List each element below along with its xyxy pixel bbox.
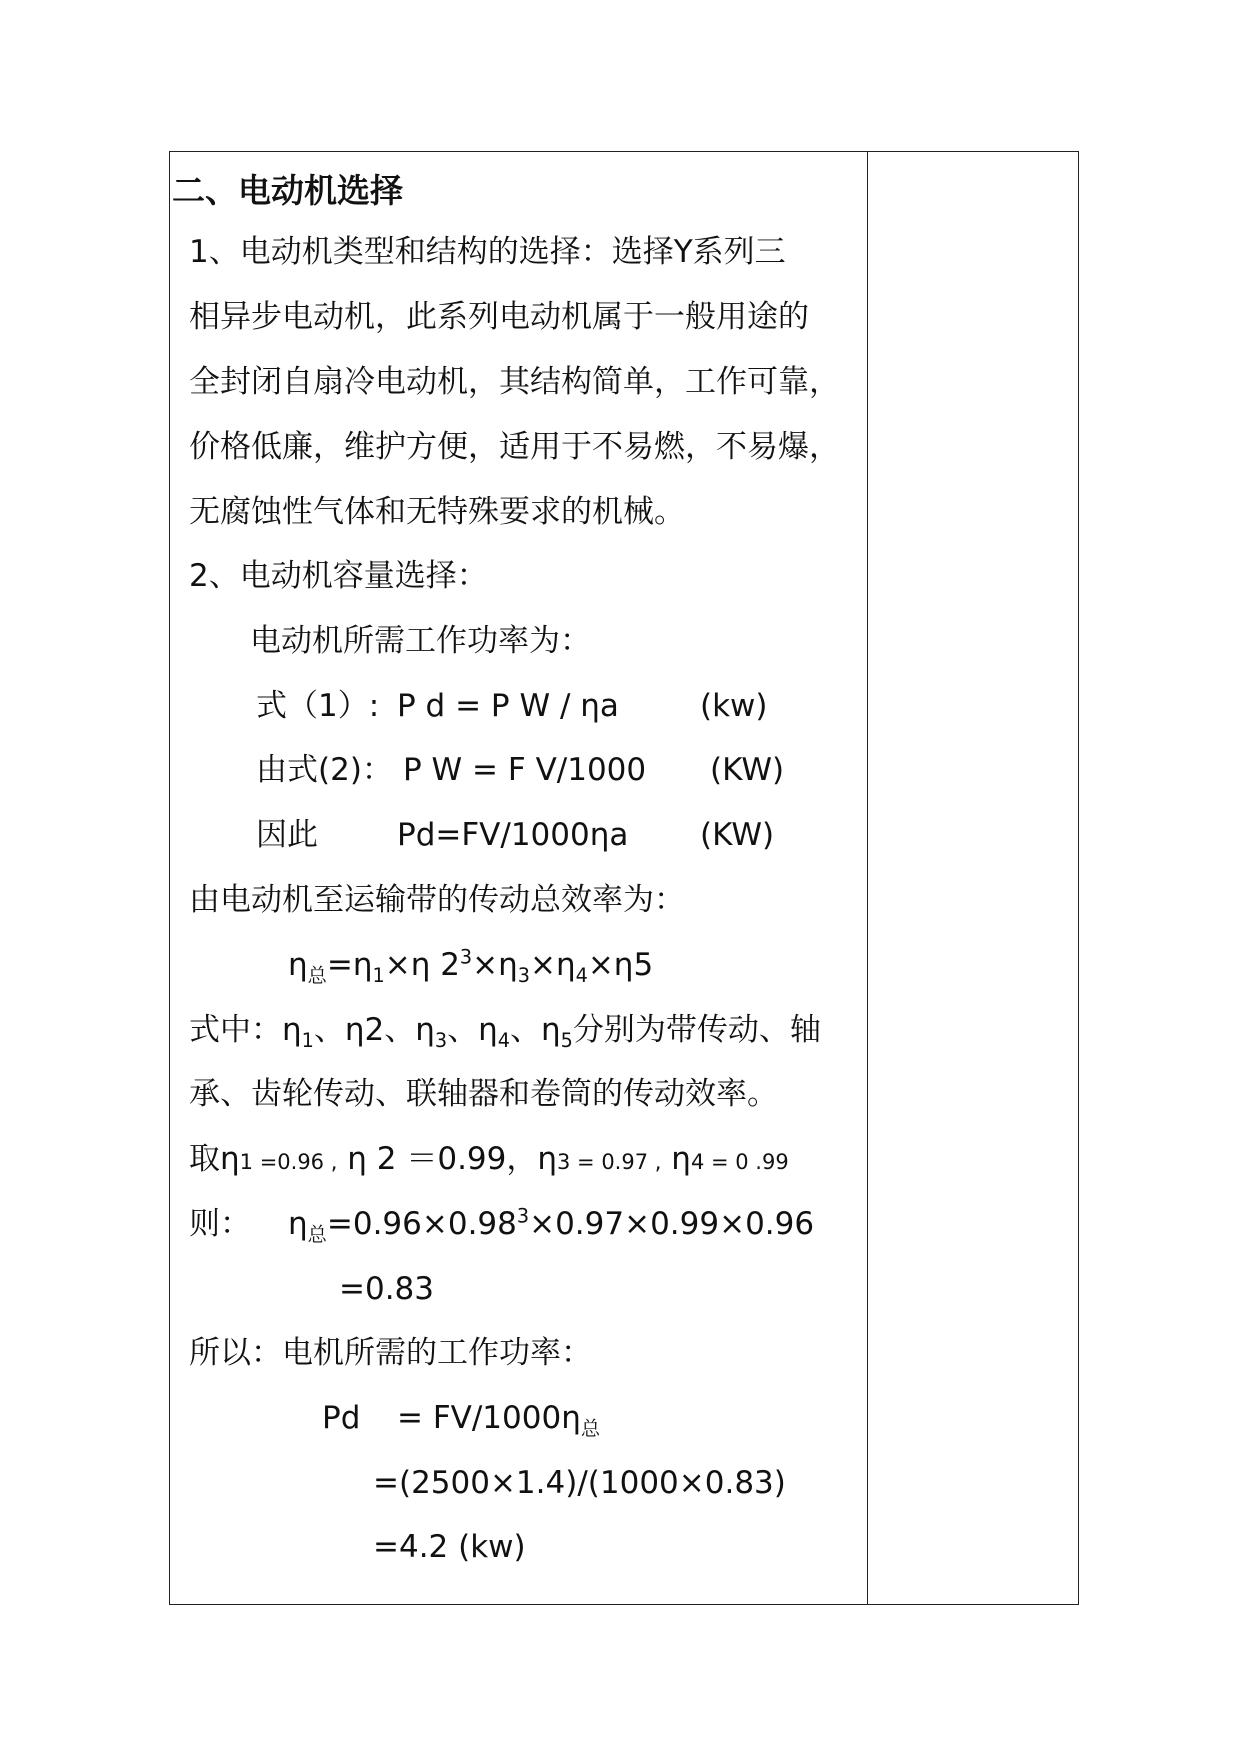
desc-text: 、η bbox=[510, 1012, 561, 1048]
efficiency-intro: 由电动机至运输带的传动总效率为： bbox=[189, 882, 685, 918]
then-text: η bbox=[288, 1206, 308, 1242]
pd-sub: 总 bbox=[580, 1417, 601, 1441]
para1-line-5: 无腐蚀性气体和无特殊要求的机械。 bbox=[189, 494, 685, 530]
eta-total-symbol: η bbox=[288, 947, 308, 983]
desc-sub: 4 bbox=[497, 1029, 510, 1053]
efficiency-desc-line-1 bbox=[189, 1010, 821, 1053]
formula-3-label: 因此 bbox=[256, 817, 318, 853]
formula-3-unit: (KW) bbox=[700, 817, 775, 853]
desc-text: 式中：η bbox=[189, 1012, 302, 1048]
notes-column bbox=[868, 152, 1078, 1604]
formula-part: ×η bbox=[472, 947, 518, 983]
formula-sup: 3 bbox=[459, 945, 473, 969]
take-value: 4 = 0 .99 bbox=[690, 1150, 789, 1174]
then-sub: 总 bbox=[307, 1223, 327, 1247]
pd-text: = FV/1000η bbox=[397, 1400, 581, 1436]
para1-line-2: 相异步电动机，此系列电动机属于一般用途的 bbox=[189, 299, 809, 335]
para1-line-3: 全封闭自扇冷电动机，其结构简单，工作可靠， bbox=[189, 364, 840, 400]
formula-part: ×η bbox=[529, 947, 576, 983]
then-label: 则： bbox=[189, 1206, 251, 1242]
power-intro: 电动机所需工作功率为： bbox=[250, 623, 591, 659]
formula-part: ×η 2 bbox=[384, 947, 460, 983]
formula-3-expr: Pd=FV/1000ηa bbox=[397, 817, 629, 853]
para1-line-1: 1、电动机类型和结构的选择：选择Y系列三 bbox=[189, 234, 786, 270]
para1-line-4: 价格低廉，维护方便，适用于不易燃，不易爆， bbox=[189, 429, 840, 465]
desc-text: 、η bbox=[447, 1012, 498, 1048]
eta-total-sub: 总 bbox=[307, 964, 327, 988]
formula-part: =η bbox=[326, 947, 373, 983]
result-intro: 所以：电机所需的工作功率： bbox=[189, 1335, 592, 1371]
efficiency-desc-line-2: 承、齿轮传动、联轴器和卷筒的传动效率。 bbox=[189, 1076, 778, 1112]
pd-step-2: =4.2 (kw) bbox=[373, 1529, 526, 1565]
take-text: η 2 ＝0.99，η bbox=[347, 1141, 558, 1177]
pd-label: Pd bbox=[322, 1400, 361, 1436]
take-value: 1 =0.96 , bbox=[239, 1150, 338, 1174]
formula-1-unit: (kw) bbox=[700, 688, 768, 724]
desc-text: 分别为带传动、轴 bbox=[572, 1012, 821, 1048]
desc-sub: 3 bbox=[434, 1029, 448, 1053]
formula-part: ×η5 bbox=[587, 947, 654, 983]
then-text: =0.96×0.98 bbox=[326, 1206, 517, 1242]
formula-2-label: 由式(2)： bbox=[256, 752, 393, 788]
desc-sub: 5 bbox=[560, 1029, 573, 1053]
formula-2-expr: P W = F V/1000 bbox=[403, 752, 647, 788]
take-text: 取η bbox=[189, 1141, 240, 1177]
efficiency-formula bbox=[288, 945, 654, 988]
desc-sub: 1 bbox=[301, 1029, 314, 1053]
desc-text: 、η2、η bbox=[313, 1012, 435, 1048]
section-title: 二、电动机选择 bbox=[172, 171, 403, 210]
para2-heading: 2、电动机容量选择： bbox=[189, 558, 488, 594]
formula-sub: 3 bbox=[517, 964, 530, 988]
formula-1-expr: P d = P W / ηa bbox=[397, 688, 619, 724]
pd-expression bbox=[397, 1398, 601, 1441]
take-text: η bbox=[671, 1141, 691, 1177]
formula-2-unit: (KW) bbox=[710, 752, 785, 788]
document-table bbox=[169, 151, 1079, 1605]
formula-sub: 1 bbox=[372, 964, 385, 988]
then-expression bbox=[288, 1204, 815, 1247]
take-value: 3 = 0.97 , bbox=[557, 1150, 662, 1174]
formula-sub: 4 bbox=[575, 964, 588, 988]
then-sup: 3 bbox=[516, 1204, 530, 1228]
take-values-line bbox=[189, 1139, 789, 1182]
formula-1-label: 式（1）: bbox=[256, 688, 380, 724]
then-result: =0.83 bbox=[339, 1271, 434, 1307]
pd-step-1: =(2500×1.4)/(1000×0.83) bbox=[373, 1465, 786, 1501]
then-text: ×0.97×0.99×0.96 bbox=[529, 1206, 815, 1242]
